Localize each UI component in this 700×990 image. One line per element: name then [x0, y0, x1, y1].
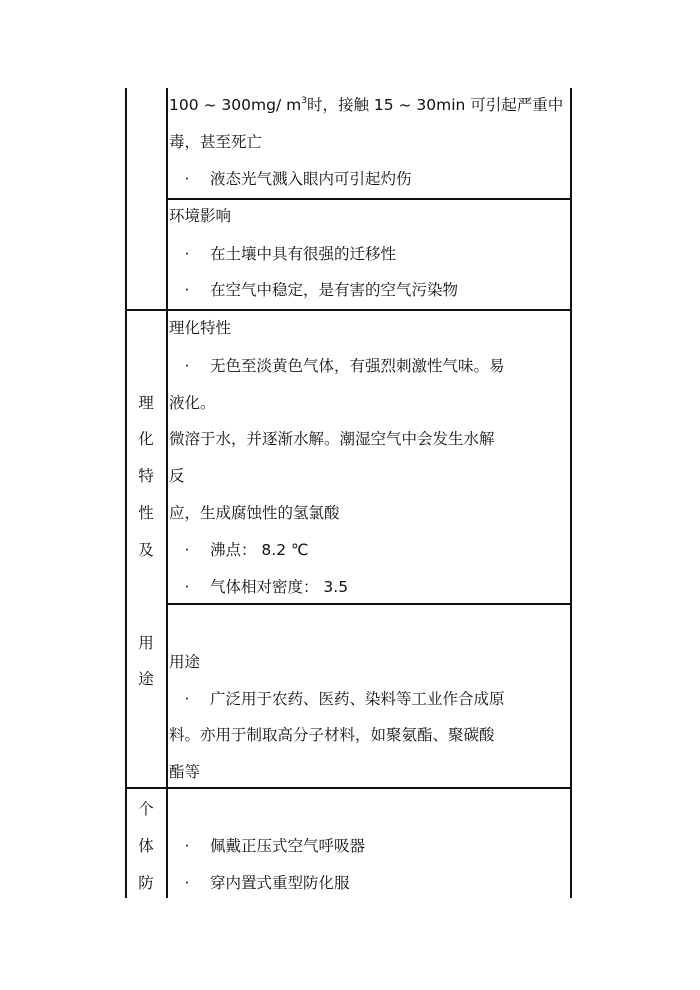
environment-bullet-2 [178, 280, 458, 300]
toxicity-line-2: 毒，甚至死亡 [169, 133, 263, 151]
physchem-heading: 理化特性 [169, 319, 232, 337]
properties-label-char-6: 用 [138, 634, 154, 652]
properties-label-char-1: 理 [138, 394, 154, 412]
protection-bullet-2 [178, 873, 350, 893]
bullet-symbol: · [184, 170, 190, 188]
environment-heading: 环境影响 [169, 207, 232, 225]
table-border-left [125, 88, 127, 898]
row-divider-environment [166, 198, 571, 200]
use-line-b: 料。亦用于制取高分子材料，如聚氨酯、聚碳酸 [169, 726, 495, 744]
protection-bullet-2-text: 穿内置式重型防化服 [210, 874, 350, 892]
bullet-symbol: · [184, 541, 190, 559]
bullet-symbol: · [184, 281, 190, 299]
toxicity-bullet-1 [178, 169, 412, 189]
properties-label-char-5: 及 [138, 541, 154, 559]
physchem-line-c: 微溶于水，并逐渐水解。潮湿空气中会发生水解 [169, 430, 495, 448]
protection-label-char-3: 防 [138, 874, 154, 892]
table-column-divider [166, 88, 168, 898]
physchem-bullet-1-text: 无色至淡黄色气体，有强烈刺激性气味。易 [210, 357, 505, 375]
bullet-symbol: · [184, 578, 190, 596]
protection-label-char-1: 个 [138, 800, 154, 818]
bullet-symbol: · [184, 690, 190, 708]
toxicity-line-1-a: 100 ~ 300mg/ m [169, 96, 302, 114]
toxicity-unit-superscript: 3 [301, 96, 307, 106]
environment-bullet-1 [178, 244, 396, 264]
boiling-point-text: 沸点： 8.2 ℃ [210, 541, 309, 559]
physchem-bullet-1 [178, 356, 505, 376]
use-bullet-1 [178, 689, 505, 709]
environment-bullet-1-text: 在土壤中具有很强的迁移性 [210, 245, 397, 263]
physchem-bullet-3 [178, 577, 348, 597]
properties-label-char-2: 化 [138, 430, 154, 448]
bullet-symbol: · [184, 837, 190, 855]
row-divider-properties [125, 309, 571, 311]
toxicity-line-1-b: 时，接触 15 ~ 30min 可引起严重中 [306, 96, 564, 114]
relative-density-text: 气体相对密度： 3.5 [210, 578, 349, 596]
protection-label-char-2: 体 [138, 837, 154, 855]
properties-label-char-3: 特 [138, 467, 154, 485]
use-bullet-1-text: 广泛用于农药、医药、染料等工业作合成原 [210, 690, 505, 708]
physchem-line-e: 应，生成腐蚀性的氢氯酸 [169, 504, 340, 522]
protection-bullet-1-text: 佩戴正压式空气呼吸器 [210, 837, 366, 855]
use-line-c: 酯等 [169, 763, 201, 781]
toxicity-bullet-1-text: 液态光气溅入眼内可引起灼伤 [210, 170, 412, 188]
row-divider-use [166, 603, 571, 605]
protection-bullet-1 [178, 836, 365, 856]
physchem-line-b: 液化。 [169, 394, 216, 412]
physchem-bullet-2 [178, 540, 308, 560]
physchem-line-d: 反 [169, 467, 185, 485]
row-divider-protection [125, 787, 571, 789]
environment-bullet-2-text: 在空气中稳定，是有害的空气污染物 [210, 281, 459, 299]
properties-label-char-7: 途 [138, 670, 154, 688]
bullet-symbol: · [184, 874, 190, 892]
properties-label-char-4: 性 [138, 504, 154, 522]
use-heading: 用途 [169, 653, 201, 671]
toxicity-line-1 [169, 95, 563, 115]
bullet-symbol: · [184, 357, 190, 375]
bullet-symbol: · [184, 245, 190, 263]
table-border-right [570, 88, 572, 898]
